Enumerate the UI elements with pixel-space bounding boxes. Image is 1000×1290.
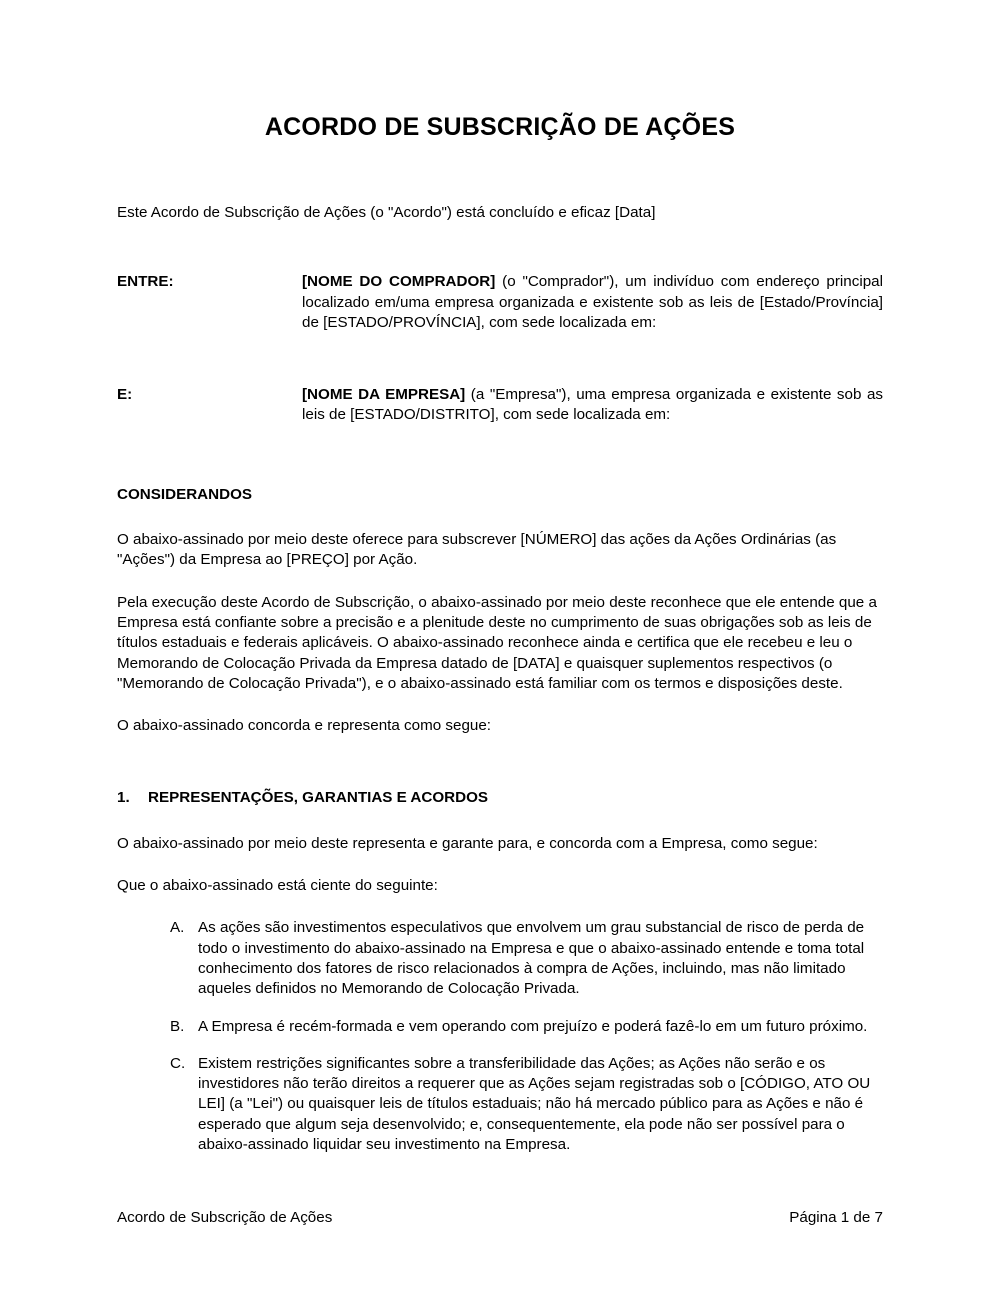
party-bold-name-buyer: [NOME DO COMPRADOR] bbox=[302, 273, 496, 291]
party-text-buyer bbox=[302, 272, 883, 333]
list-item bbox=[170, 918, 883, 999]
footer-page-number: Página 1 de 7 bbox=[789, 1209, 883, 1226]
section-1-lettered-list bbox=[170, 896, 883, 1155]
list-item-marker-b: B. bbox=[170, 1017, 185, 1035]
footer-document-name: Acordo de Subscrição de Ações bbox=[117, 1209, 333, 1226]
list-item-marker-a: A. bbox=[170, 919, 185, 937]
party-label-entre: ENTRE: bbox=[117, 273, 174, 291]
document-body bbox=[117, 0, 883, 1155]
party-text-company bbox=[302, 385, 883, 426]
party-rest-buyer: (o "Comprador"), um indivíduo com endereço principal localizado em/uma empresa organizada e existente sob as leis de [Estado/Província] de [ESTADO/PROVÍNCIA], com sede localizada em: bbox=[302, 273, 883, 331]
section-1-paragraph-1: O abaixo-assinado por meio deste representa e garante para, e concorda com a Empresa, como segue: bbox=[117, 834, 818, 852]
section-heading-considerandos: CONSIDERANDOS bbox=[117, 485, 253, 503]
section-1-heading-row bbox=[117, 736, 883, 808]
section-1-heading-text: REPRESENTAÇÕES, GARANTIAS E ACORDOS bbox=[148, 789, 489, 807]
list-item-text-c: Existem restrições significantes sobre a transferibilidade das Ações; as Ações não serão e os investidores não terão direitos a requerer que as Ações sejam registradas sob o [CÓDIGO, ATO OU LEI] (a "Lei") ou quaisquer leis de títulos estaduais; não há mercado público para as Ações e não é esperado que algum seja desenvolvido; e, consequentemente, ela pode não ser possível para o abaixo-assinado liquidar seu investimento na Empresa. bbox=[198, 1054, 871, 1154]
page-footer bbox=[117, 1208, 883, 1228]
party-bold-name-company: [NOME DA EMPRESA] bbox=[302, 386, 466, 404]
party-label-e: E: bbox=[117, 386, 133, 404]
list-item-text-a: As ações são investimentos especulativos que envolvem um grau substancial de risco de perda de todo o investimento do abaixo-assinado na Empresa e que o abaixo-assinado entende e toma total conhecimento dos fatores de risco relacionados à compra de Ações, incluindo, mas não limitado aqueles definidos no Memorando de Colocação Privada. bbox=[198, 919, 865, 998]
party-block-buyer bbox=[117, 223, 883, 333]
list-item-text-b: A Empresa é recém-formada e vem operando com prejuízo e poderá fazê-lo em um futuro próximo. bbox=[198, 1017, 868, 1035]
list-item bbox=[170, 1017, 883, 1037]
considerandos-paragraph-1: O abaixo-assinado por meio deste oferece para subscrever [NÚMERO] das ações da Ações Ordinárias (as "Ações") da Empresa ao [PREÇO] por Ação. bbox=[117, 531, 837, 569]
list-item bbox=[170, 1054, 883, 1155]
party-rest-company: (a "Empresa"), uma empresa organizada e existente sob as leis de [ESTADO/DISTRITO], com sede localizada em: bbox=[302, 386, 883, 424]
list-item-marker-c: C. bbox=[170, 1054, 186, 1072]
section-1-paragraph-2: Que o abaixo-assinado está ciente do seguinte: bbox=[117, 877, 438, 895]
intro-paragraph: Este Acordo de Subscrição de Ações (o "Acordo") está concluído e eficaz [Data] bbox=[117, 204, 656, 221]
section-1-number: 1. bbox=[117, 789, 130, 807]
considerandos-paragraph-3: O abaixo-assinado concorda e representa como segue: bbox=[117, 717, 492, 735]
party-block-company bbox=[117, 333, 883, 426]
considerandos-paragraph-2: Pela execução deste Acordo de Subscrição, o abaixo-assinado por meio deste reconhece que ele entende que a Empresa está confiante sobre a precisão e a plenitude deste no cumprimento de suas obrigações sob as leis de títulos estaduais e federais aplicáveis. O abaixo-assinado reconhece ainda e certifica que ele recebeu e leu o Memorando de Colocação Privada da Empresa datado de [DATA] e quaisquer suplementos respectivos (o "Memorando de Colocação Privada"), e o abaixo-assinado está familiar com os termos e disposições deste. bbox=[117, 593, 877, 692]
page-title: ACORDO DE SUBSCRIÇÃO DE AÇÕES bbox=[264, 113, 736, 141]
